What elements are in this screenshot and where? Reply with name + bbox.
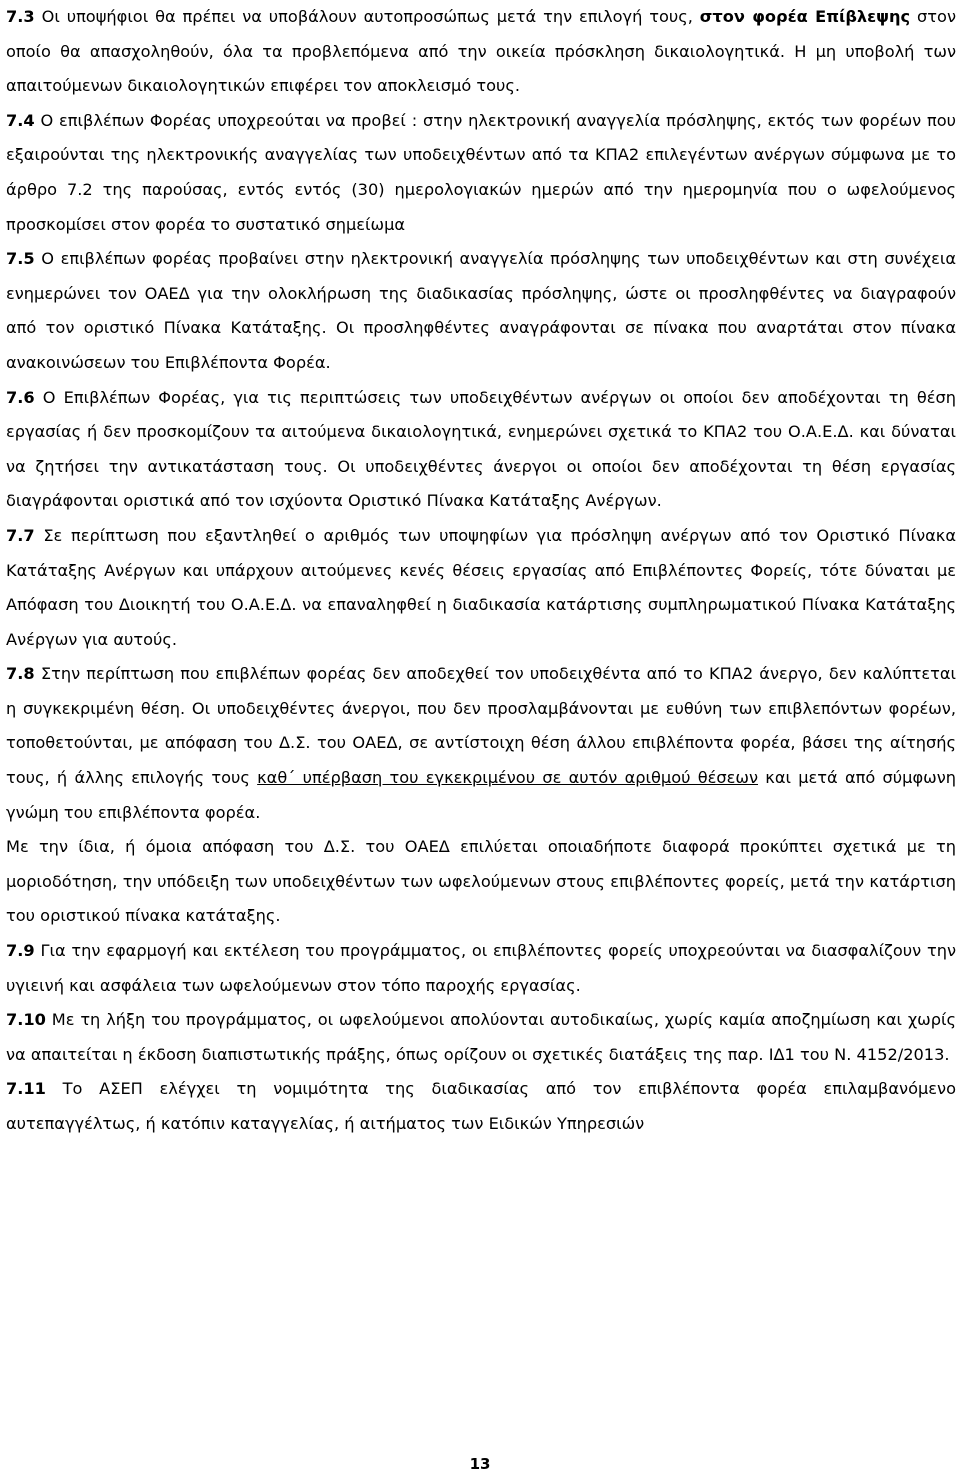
paragraph-text: Στην περίπτωση που επιβλέπων φορέας δεν αποδεχθεί τον υποδειχθέντα από το ΚΠΑ2 άνεργο, δεν καλύπτεται η συγκεκριμένη θέση. Οι υποδειχθέντες άνεργοι, που δεν προσλαμβάνονται με ευθύνη των επιβλεπόντων φορέων, τοποθετούνται, με απόφαση του Δ.Σ. του ΟΑΕΔ, σε αντίστοιχη θέση άλλου επιβλέποντα φορέα, βάσει της αίτησής τους, ή άλλης επιλογής τους [6, 664, 956, 788]
paragraph-7-5 [6, 242, 956, 380]
paragraph-number: 7.9 [6, 941, 35, 961]
paragraph-7-4 [6, 104, 956, 242]
paragraph-7-6 [6, 381, 956, 519]
paragraph-text: και μετά από σύμφωνη γνώμη του επιβλέποντα φορέα. [6, 768, 956, 822]
paragraph-number: 7.11 [6, 1079, 46, 1099]
paragraph-7-7 [6, 519, 956, 657]
paragraph-7-9 [6, 934, 956, 1003]
paragraph-text: Με τη λήξη του προγράμματος, οι ωφελούμενοι απολύονται αυτοδικαίως, χωρίς καμία αποζημίωση και χωρίς να απαιτείται η έκδοση διαπιστωτικής πράξης, όπως ορίζουν οι σχετικές διατάξεις της παρ. ΙΔ1 του Ν. 4152/2013. [6, 1010, 956, 1064]
paragraph-number: 7.6 [6, 387, 35, 407]
paragraph-number: 7.10 [6, 1010, 46, 1030]
paragraph-text: Ο Επιβλέπων Φορέας, για τις περιπτώσεις των υποδειχθέντων ανέργων οι οποίοι δεν αποδέχονται τη θέση εργασίας ή δεν προσκομίζουν τα αιτούμενα δικαιολογητικά, ενημερώνει σχετικά το ΚΠΑ2 του Ο.Α.Ε.Δ. και δύναται να ζητήσει την αντικατάσταση τους. Οι υποδειχθέντες άνεργοι οι οποίοι δεν αποδέχονται τη θέση εργασίας διαγράφονται οριστικά από τον ισχύοντα Οριστικό Πίνακα Κατάταξης Ανέργων. [6, 387, 956, 511]
paragraph-number: 7.3 [6, 7, 35, 26]
paragraph-number: 7.8 [6, 664, 35, 684]
paragraph-text: Οι υποψήφιοι θα πρέπει να υποβάλουν αυτοπροσώπως μετά την επιλογή τους, [34, 7, 700, 26]
paragraph-7-3 [6, 0, 956, 104]
paragraph-number: 7.7 [6, 525, 35, 545]
paragraph-number: 7.4 [6, 110, 35, 130]
paragraph-number: 7.5 [6, 249, 35, 269]
paragraph-7-11 [6, 1072, 956, 1141]
paragraph-text: Για την εφαρμογή και εκτέλεση του προγράμματος, οι επιβλέποντες φορείς υποχρεούνται να διασφαλίζουν την υγιεινή και ασφάλεια των ωφελούμενων στον τόπο παροχής εργασίας. [6, 941, 956, 995]
paragraph-7-8 [6, 657, 956, 830]
paragraph-text: Το ΑΣΕΠ ελέγχει τη νομιμότητα της διαδικασίας από τον επιβλέποντα φορέα επιλαμβανόμενο αυτεπαγγέλτως, ή κατόπιν καταγγελίας, ή αιτήματος των Ειδικών Υπηρεσιών [6, 1079, 956, 1133]
underlined-phrase: καθ΄ υπέρβαση του εγκεκριμένου σε αυτόν αριθμού θέσεων [257, 768, 759, 788]
paragraph-text: Ο επιβλέπων Φορέας υποχρεούται να προβεί : στην ηλεκτρονική αναγγελία πρόσληψης, εκτός των φορέων που εξαιρούνται της ηλεκτρονικής αναγγελίας των υποδειχθέντων από τα ΚΠΑ2 επιλεγέντων ανέργων σύμφωνα με το άρθρο 7.2 της παρούσας, εντός εντός (30) ημερολογιακών ημερών από την ημερομηνία που ο ωφελούμενος προσκομίσει στον φορέα το συστατικό σημείωμα [6, 110, 956, 234]
paragraph-text: Ο επιβλέπων φορέας προβαίνει στην ηλεκτρονική αναγγελία πρόσληψης των υποδειχθέντων και στη συνέχεια ενημερώνει τον ΟΑΕΔ για την ολοκλήρωση της διαδικασίας πρόσληψης, ώστε οι προσληφθέντες να διαγραφούν από τον οριστικό Πίνακα Κατάταξης. Οι προσληφθέντες αναγράφονται σε πίνακα που αναρτάται στον πίνακα ανακοινώσεων του Επιβλέποντα Φορέα. [6, 249, 956, 372]
document-body [6, 0, 956, 1142]
paragraph-dispute-resolution [6, 830, 956, 934]
paragraph-text: στον οποίο θα απασχοληθούν, όλα τα προβλεπόμενα από την οικεία πρόσκληση δικαιολογητικά. Η μη υποβολή των απαιτούμενων δικαιολογητικών επιφέρει τον αποκλεισμό τους. [6, 7, 956, 96]
page-number: 13 [469, 1455, 491, 1473]
paragraph-text: Με την ίδια, ή όμοια απόφαση του Δ.Σ. του ΟΑΕΔ επιλύεται οποιαδήποτε διαφορά προκύπτει σχετικά με τη μοριοδότηση, την υπόδειξη των υποδειχθέντων των ωφελούμενων στους επιβλέποντες φορείς, μετά την κατάρτιση του οριστικού πίνακα κατάταξης. [6, 837, 956, 926]
bold-phrase: στον φορέα Επίβλεψης [699, 7, 911, 26]
paragraph-7-10 [6, 1003, 956, 1072]
paragraph-text: Σε περίπτωση που εξαντληθεί ο αριθμός των υποψηφίων για πρόσληψη ανέργων από τον Οριστικό Πίνακα Κατάταξης Ανέργων και υπάρχουν αιτούμενες κενές θέσεις εργασίας από Επιβλέποντες Φορείς, τότε δύναται με Απόφαση του Διοικητή του Ο.Α.Ε.Δ. να επαναληφθεί η διαδικασία κατάρτισης συμπληρωματικού Πίνακα Κατάταξης Ανέργων για αυτούς. [6, 525, 956, 649]
